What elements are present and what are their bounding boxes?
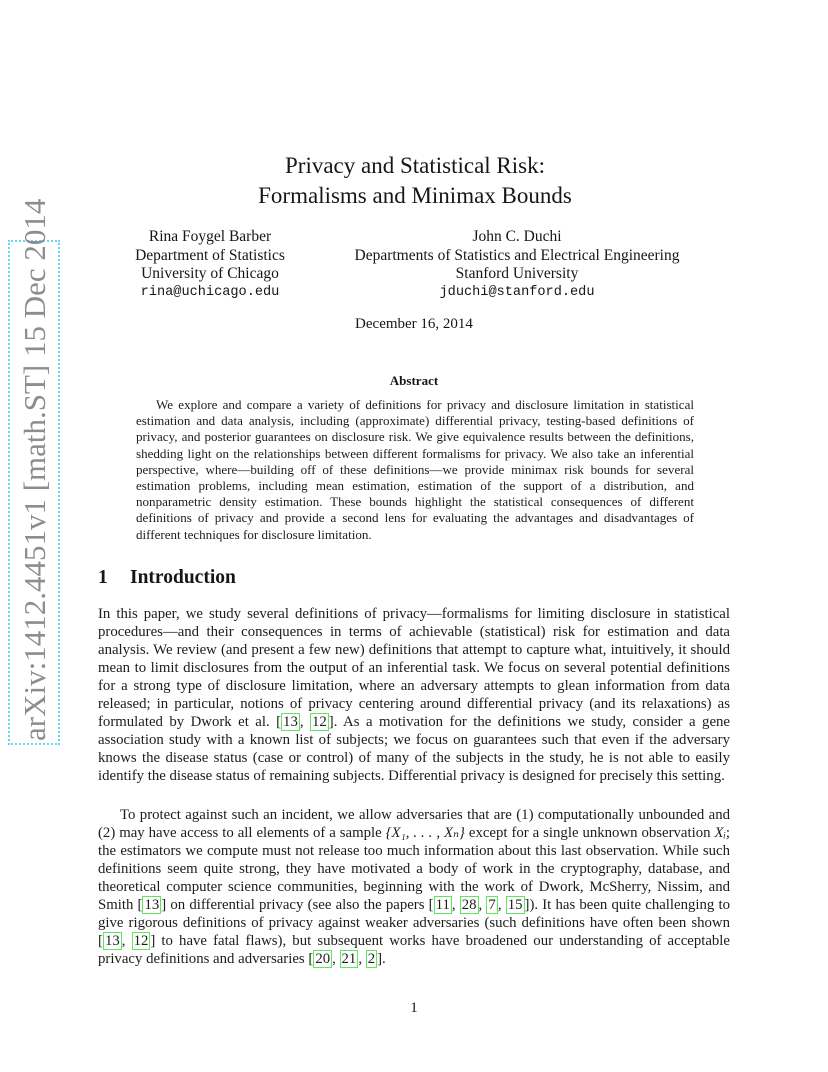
- citation-separator: ,: [497, 897, 506, 914]
- citation-link[interactable]: 15: [507, 897, 523, 914]
- publication-date: December 16, 2014: [355, 316, 473, 332]
- title-line-2: Formalisms and Minimax Bounds: [258, 183, 572, 208]
- paragraph-text: ] on differential privacy (see also the papers [: [161, 897, 434, 914]
- citation-link[interactable]: 7: [488, 897, 496, 914]
- author-name: Rina Foygel Barber: [148, 228, 272, 245]
- citation-separator: ,: [332, 951, 340, 968]
- citation-link[interactable]: 12: [133, 933, 149, 950]
- author-department: Department of Statistics: [135, 246, 285, 264]
- citation-separator: ,: [121, 933, 132, 950]
- citation-link[interactable]: 21: [341, 951, 357, 968]
- section-title: Introduction: [130, 567, 236, 588]
- author-institution: University of Chicago: [141, 265, 279, 282]
- paragraph-text: ; the estimators we compute must not release too much information about this last observation. While such definitions seem quite strong, they have motivated a body of work in the cryptography, database, and theoretical computer science communities, beginning with the work of Dwork, McSherry, Nissim, and Smith [: [98, 825, 730, 914]
- math-sample-set: {X₁, . . . , Xₙ}: [385, 825, 465, 842]
- arxiv-identifier[interactable]: arXiv:1412.4451v1 [math.ST] 15 Dec 2014: [17, 198, 52, 741]
- author-email[interactable]: jduchi@stanford.edu: [439, 284, 595, 300]
- citation-link[interactable]: 28: [461, 897, 477, 914]
- abstract-heading: Abstract: [389, 373, 439, 388]
- paragraph-text: In this paper, we study several definitions of privacy—formalisms for limiting disclosure in statistical procedures—and their consequences in terms of achievable (statistical) risk for estimation and data analysis. We review (and present a few new) definitions that attempt to capture what, intuitively, it should mean to limit disclosures from the output of an inferential task. We focus on several potential definitions for a strong type of disclosure limitation, where an adversary attempts to glean information from data released; in particular, notions of privacy centering around differential privacy (and its relaxations) as formulated by Dwork et al. [: [98, 606, 730, 731]
- arxiv-stamp: [8, 198, 60, 745]
- paper-title: [170, 151, 660, 211]
- author-block-duchi: [328, 228, 706, 302]
- paragraph-text: ]. As a motivation for the definitions we study, consider a gene association study with a known list of subjects; we focus on guarantees such that even if the adversary knows the disease status (case or control) of many of the subjects in the study, he is not able to easily identify the disease status of remaining subjects. Differential privacy is designed for precisely this setting.: [98, 714, 730, 785]
- math-observation: Xᵢ: [714, 825, 726, 842]
- author-email[interactable]: rina@uchicago.edu: [140, 284, 280, 300]
- title-line-1: Privacy and Statistical Risk:: [285, 153, 545, 178]
- intro-paragraph-2: [98, 806, 730, 968]
- intro-paragraph-1: [98, 605, 730, 785]
- abstract-text: We explore and compare a variety of definitions for privacy and disclosure limitation in statistical estimation and data analysis, including (approximate) differential privacy, testing-based definitions of privacy, and posterior guarantees on disclosure risk. We give equivalence results between the definitions, shedding light on the relationships between different formalisms for privacy. We also take an inferential perspective, where—building off of these definitions—we provide minimax risk bounds for several estimation problems, including mean estimation, estimation of the support of a distribution, and nonparametric density estimation. These bounds highlight the statistical consequences of different definitions of privacy and provide a second lens for evaluating the advantages and disadvantages of different techniques for disclosure limitation.: [136, 397, 694, 542]
- section-number: 1: [98, 567, 108, 588]
- citation-link[interactable]: 13: [144, 897, 160, 914]
- page-number: 1: [410, 1000, 418, 1016]
- paragraph-text: ] to have fatal flaws), but subsequent works have broadened our understanding of acceptable privacy definitions and adversaries [: [98, 933, 730, 968]
- citation-link[interactable]: 12: [312, 714, 327, 731]
- author-block-barber: [123, 228, 297, 302]
- paragraph-text: except for a single unknown observation: [464, 825, 715, 842]
- citation-separator: ,: [358, 951, 366, 968]
- citation-link[interactable]: 11: [435, 897, 450, 914]
- citation-link[interactable]: 20: [315, 951, 331, 968]
- citation-link[interactable]: 13: [283, 714, 298, 731]
- citation-link[interactable]: 2: [367, 951, 376, 968]
- section-heading-introduction: [98, 567, 236, 589]
- citation-separator: ,: [299, 714, 310, 731]
- citation-link[interactable]: 13: [104, 933, 120, 950]
- paragraph-text: ].: [377, 951, 386, 968]
- paragraph-text: ]). It has been quite challenging to give rigorous definitions of privacy against weaker adversaries (such definitions have often been shown [: [98, 897, 730, 950]
- paragraph-text: To protect against such an incident, we allow adversaries that are (1) computationally unbounded and (2) may have access to all elements of a sample: [98, 807, 730, 842]
- citation-separator: ,: [451, 897, 460, 914]
- author-name: John C. Duchi: [472, 228, 562, 245]
- author-institution: Stanford University: [455, 265, 579, 282]
- author-department: Departments of Statistics and Electrical Engineering: [354, 246, 680, 264]
- citation-separator: ,: [478, 897, 487, 914]
